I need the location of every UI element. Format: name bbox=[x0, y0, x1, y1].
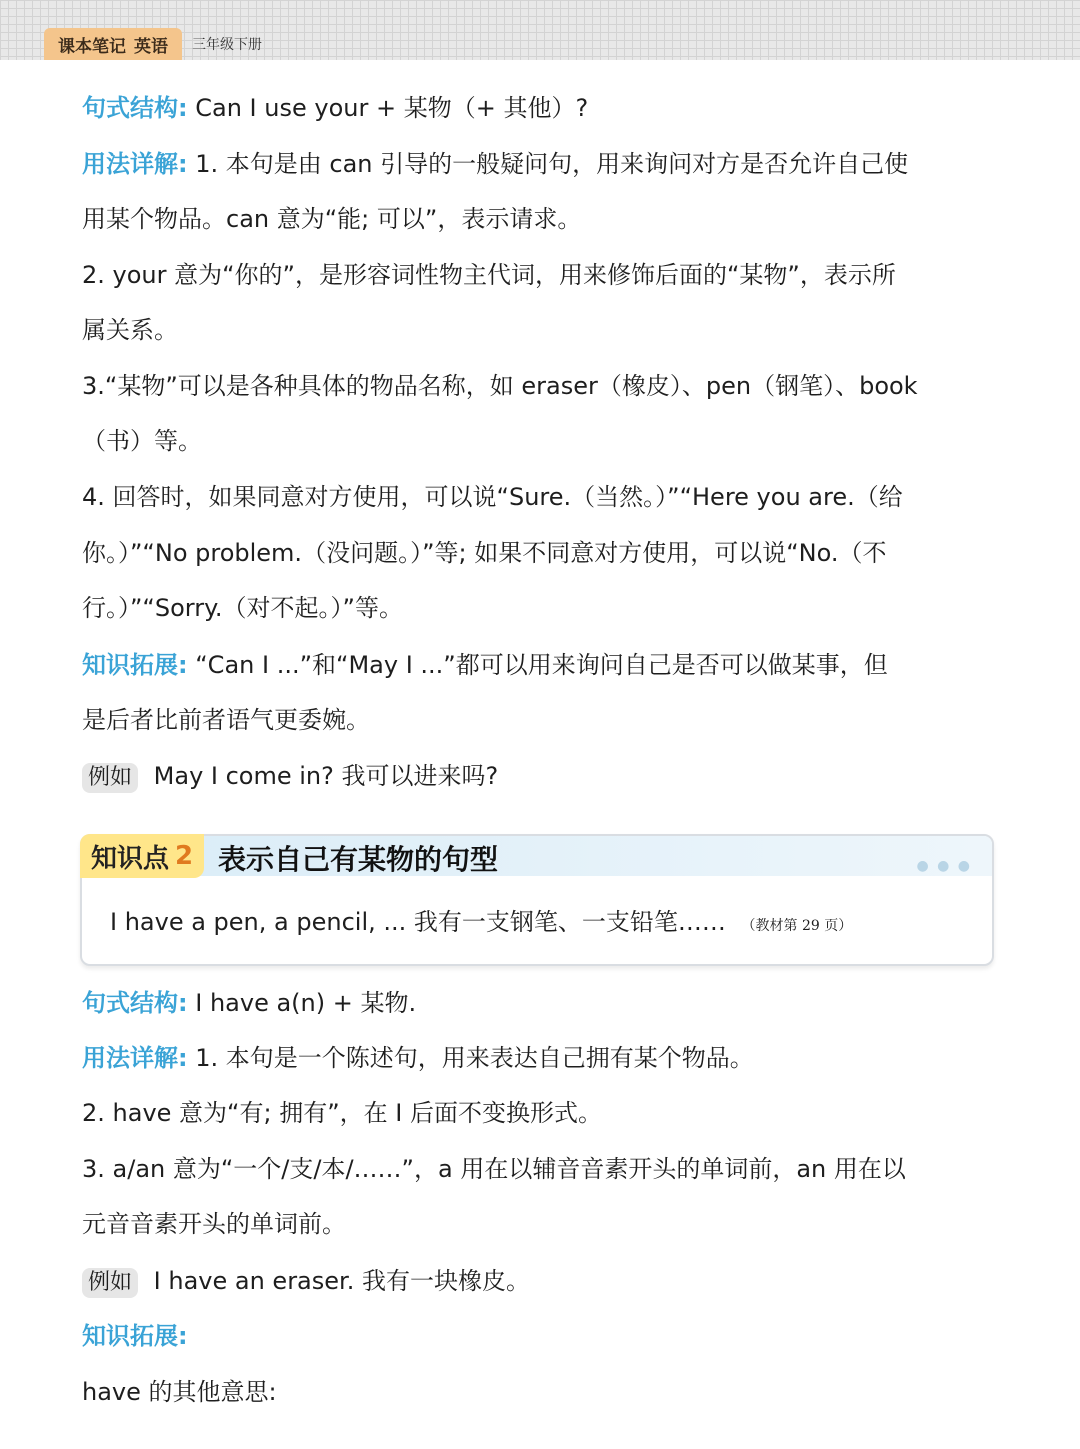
knowledge-point-badge bbox=[80, 834, 204, 878]
extension-label: 知识拓展: bbox=[82, 651, 188, 679]
example-tag: 例如 bbox=[82, 1268, 138, 1298]
usage-line: 2. your 意为“你的”，是形容词性物主代词，用来修饰后面的“某物”，表示所 bbox=[82, 261, 896, 289]
knowledge-point-title: 表示自己有某物的句型 bbox=[218, 843, 499, 876]
extension-line-2 bbox=[82, 1321, 188, 1351]
example-line bbox=[82, 1266, 530, 1298]
other-meanings-line: have 的其他意思: bbox=[82, 1378, 277, 1406]
example-tag: 例如 bbox=[82, 763, 138, 793]
structure-text: Can I use your + 某物（+ 其他）? bbox=[195, 94, 589, 122]
usage-text: 1. 本句是一个陈述句，用来表达自己拥有某个物品。 bbox=[195, 1044, 754, 1072]
usage-line: 你。）”“No problem.（没问题。）”等; 如果不同意对方使用，可以说“No.（不 bbox=[82, 539, 887, 567]
usage-line: 3. a/an 意为“一个/支/本/……”，a 用在以辅音音素开头的单词前，an 用在以 bbox=[82, 1155, 906, 1183]
book-name: 课本笔记 bbox=[58, 36, 126, 57]
structure-label: 句式结构: bbox=[82, 989, 188, 1017]
extension-text: “Can I ...”和“May I ...”都可以用来询问自己是否可以做某事，但 bbox=[195, 651, 888, 679]
example-text: I have an eraser. 我有一块橡皮。 bbox=[153, 1267, 530, 1295]
book-tag bbox=[44, 28, 182, 60]
structure-line-1 bbox=[82, 93, 588, 123]
example-text: May I come in? 我可以进来吗? bbox=[153, 762, 499, 790]
usage-text: 1. 本句是由 can 引导的一般疑问句，用来询问对方是否允许自己使 bbox=[195, 150, 909, 178]
usage-line: 行。）”“Sorry.（对不起。）”等。 bbox=[82, 594, 403, 622]
usage-label: 用法详解: bbox=[82, 150, 188, 178]
structure-label: 句式结构: bbox=[82, 94, 188, 122]
textbook-reference: （教材第 29 页） bbox=[741, 918, 853, 934]
page-header bbox=[0, 0, 1080, 60]
usage-line: （书）等。 bbox=[82, 427, 202, 455]
structure-text: I have a(n) + 某物. bbox=[195, 989, 417, 1017]
extension-label: 知识拓展: bbox=[82, 1322, 188, 1350]
decoration-dots-icon: ● ● ● bbox=[916, 858, 972, 874]
usage-line-2 bbox=[82, 1043, 754, 1073]
usage-line: 2. have 意为“有; 拥有”，在 I 后面不变换形式。 bbox=[82, 1099, 602, 1127]
usage-line: 属关系。 bbox=[82, 316, 178, 344]
key-sentence-text: I have a pen, a pencil, ... 我有一支钢笔、一支铅笔…… bbox=[110, 908, 726, 936]
grade-label: 三年级下册 bbox=[192, 37, 262, 53]
usage-line: 元音音素开头的单词前。 bbox=[82, 1210, 346, 1238]
structure-line-2 bbox=[82, 988, 416, 1018]
key-sentence bbox=[110, 902, 852, 937]
usage-line: 3.“某物”可以是各种具体的物品名称，如 eraser（橡皮）、pen（钢笔）、book bbox=[82, 372, 918, 400]
usage-line: 4. 回答时，如果同意对方使用，可以说“Sure.（当然。）”“Here you are.（给 bbox=[82, 483, 903, 511]
subject-name: 英语 bbox=[134, 36, 168, 57]
usage-label: 用法详解: bbox=[82, 1044, 188, 1072]
extension-line bbox=[82, 650, 888, 680]
extension-line: 是后者比前者语气更委婉。 bbox=[82, 706, 370, 734]
badge-label: 知识点 bbox=[90, 843, 169, 874]
usage-line-1 bbox=[82, 149, 908, 179]
example-line bbox=[82, 761, 498, 793]
usage-line: 用某个物品。can 意为“能; 可以”，表示请求。 bbox=[82, 205, 582, 233]
badge-number: 2 bbox=[174, 841, 194, 871]
knowledge-point-box bbox=[80, 834, 994, 966]
